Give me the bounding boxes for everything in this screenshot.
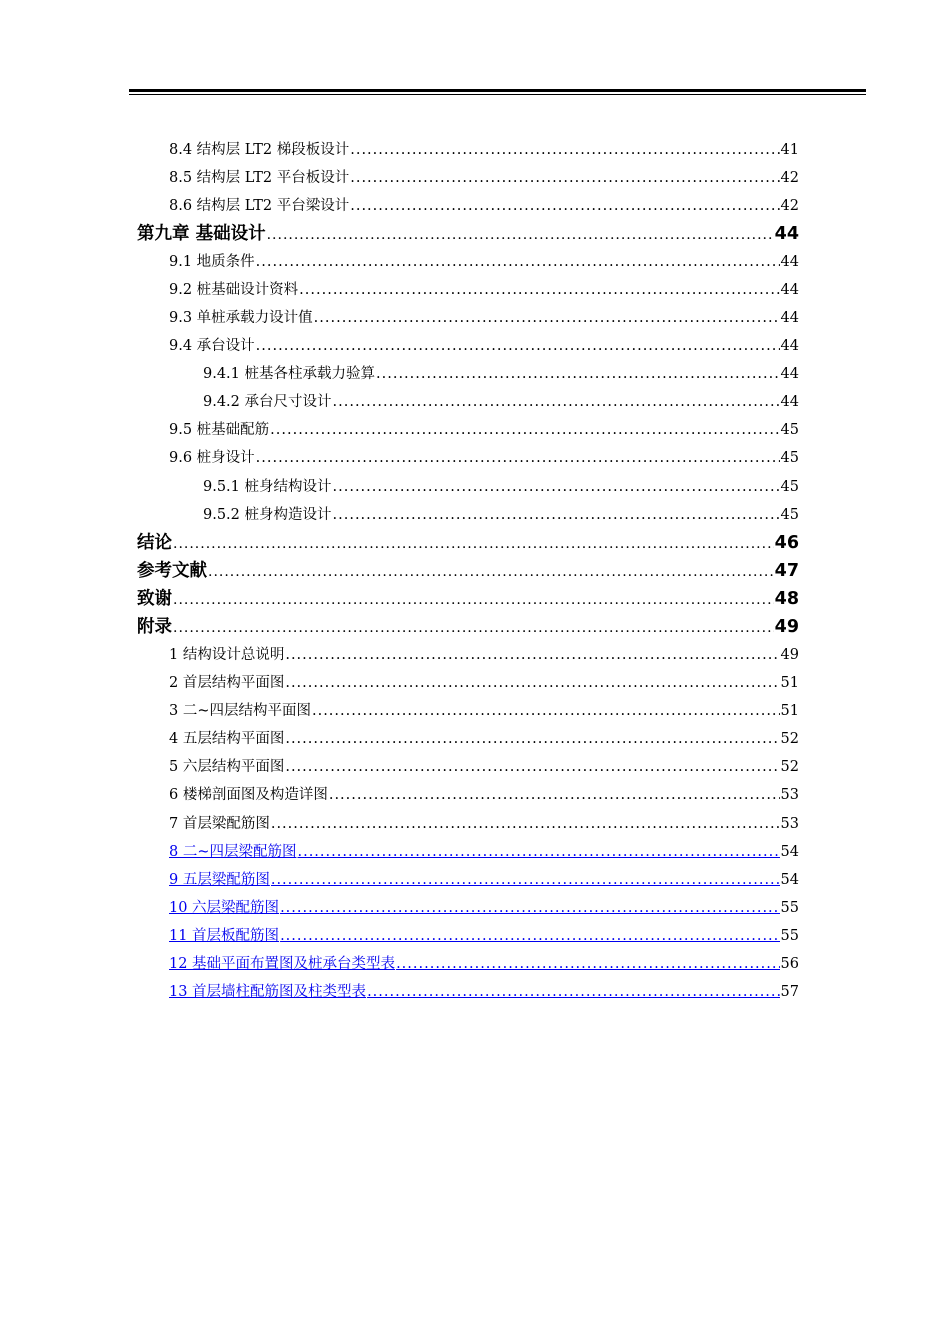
- toc-entry-title: 9.5.1 桩身结构设计: [203, 479, 332, 495]
- toc-leader: [285, 759, 779, 775]
- toc-entry[interactable]: [169, 334, 799, 356]
- toc-entry[interactable]: [169, 250, 799, 272]
- toc-entry-title: 9.4.1 桩基各柱承载力验算: [203, 366, 376, 382]
- toc-entry-title: 4 五层结构平面图: [169, 731, 285, 747]
- toc-entry-title: 8.6 结构层 LT2 平台梁设计: [169, 198, 350, 214]
- toc-entry[interactable]: [169, 727, 799, 749]
- toc-entry[interactable]: [169, 446, 799, 468]
- toc-leader: [256, 338, 780, 354]
- toc-entry-page: 44: [780, 394, 799, 410]
- toc-entry-page: 51: [780, 675, 799, 691]
- toc-entry-page: 57: [780, 984, 799, 1000]
- toc-leader: [280, 900, 779, 916]
- toc-leader: [314, 310, 780, 326]
- toc-leader: [173, 592, 774, 608]
- toc-entry-page: 44: [780, 338, 799, 354]
- toc-link-entry[interactable]: [169, 840, 799, 862]
- toc-leader: [312, 703, 780, 719]
- toc-entry-page: 44: [780, 310, 799, 326]
- toc-entry[interactable]: [169, 671, 799, 693]
- toc-entry-page: 55: [780, 900, 799, 916]
- toc-leader: [333, 479, 780, 495]
- toc-entry[interactable]: [169, 166, 799, 188]
- toc-entry-page: 54: [780, 872, 799, 888]
- toc-link-entry[interactable]: [169, 980, 799, 1002]
- toc-entry-page: 44: [780, 282, 799, 298]
- toc-entry-page: 55: [780, 928, 799, 944]
- toc-entry-title: 附录: [137, 617, 172, 637]
- toc-entry-page: 44: [774, 224, 799, 244]
- toc-entry-title: 1 结构设计总说明: [169, 647, 285, 663]
- toc-entry-page: 54: [780, 844, 799, 860]
- toc-leader: [299, 282, 779, 298]
- toc-entry-link[interactable]: 11 首层板配筋图: [169, 928, 280, 944]
- toc-entry-page: 53: [780, 787, 799, 803]
- toc-entry-page: 42: [780, 170, 799, 186]
- toc-leader: [350, 142, 779, 158]
- toc-entry-title: 9.2 桩基础设计资料: [169, 282, 299, 298]
- toc-entry-title: 8.4 结构层 LT2 梯段板设计: [169, 142, 350, 158]
- toc-entry[interactable]: [169, 138, 799, 160]
- toc-entry[interactable]: [169, 699, 799, 721]
- toc-entry-page: 48: [774, 589, 799, 609]
- toc-leader: [173, 536, 774, 552]
- toc-entry-title: 9.5.2 桩身构造设计: [203, 507, 332, 523]
- toc-chapter-entry[interactable]: [137, 220, 799, 246]
- toc-link-entry[interactable]: [169, 924, 799, 946]
- toc-leader: [329, 787, 780, 803]
- toc-entry-title: 9.3 单桩承载力设计值: [169, 310, 313, 326]
- toc-entry-link[interactable]: 10 六层梁配筋图: [169, 900, 280, 916]
- toc-entry-title: 6 楼梯剖面图及构造详图: [169, 787, 328, 803]
- toc-entry[interactable]: [169, 306, 799, 328]
- toc-leader: [256, 450, 780, 466]
- toc-entry-page: 52: [780, 759, 799, 775]
- toc-leader: [285, 731, 779, 747]
- toc-entry[interactable]: [169, 755, 799, 777]
- toc-entry-page: 45: [780, 479, 799, 495]
- toc-entry[interactable]: [169, 812, 799, 834]
- toc-chapter-entry[interactable]: [137, 557, 799, 583]
- toc-entry-link[interactable]: 13 首层墙柱配筋图及柱类型表: [169, 984, 367, 1000]
- toc-entry-title: 8.5 结构层 LT2 平台板设计: [169, 170, 350, 186]
- toc-leader: [271, 816, 780, 832]
- toc-entry-link[interactable]: 9 五层梁配筋图: [169, 872, 270, 888]
- toc-entry-link[interactable]: 8 二~四层梁配筋图: [169, 844, 297, 860]
- toc-link-entry[interactable]: [169, 896, 799, 918]
- toc-leader: [297, 844, 779, 860]
- toc-entry[interactable]: [169, 194, 799, 216]
- toc-entry-title: 结论: [137, 533, 172, 553]
- toc-entry[interactable]: [169, 643, 799, 665]
- toc-chapter-entry[interactable]: [137, 585, 799, 611]
- toc-leader: [208, 564, 774, 580]
- toc-entry-title: 9.6 桩身设计: [169, 450, 255, 466]
- toc-entry-page: 56: [780, 956, 799, 972]
- toc-entry-page: 42: [780, 198, 799, 214]
- toc-leader: [350, 198, 779, 214]
- toc-leader: [271, 872, 780, 888]
- toc-leader: [267, 227, 774, 243]
- toc-leader: [350, 170, 779, 186]
- toc-entry-title: 9.4 承台设计: [169, 338, 255, 354]
- toc-entry[interactable]: [169, 783, 799, 805]
- toc-subentry[interactable]: [203, 475, 799, 497]
- toc-chapter-entry[interactable]: [137, 613, 799, 639]
- toc-entry-page: 52: [780, 731, 799, 747]
- toc-chapter-entry[interactable]: [137, 529, 799, 555]
- toc-entry-title: 9.1 地质条件: [169, 254, 255, 270]
- toc-entry-title: 致谢: [137, 589, 172, 609]
- toc-entry-page: 44: [780, 254, 799, 270]
- toc-entry-page: 49: [774, 617, 799, 637]
- toc-entry-page: 53: [780, 816, 799, 832]
- toc-subentry[interactable]: [203, 503, 799, 525]
- toc-entry-page: 51: [780, 703, 799, 719]
- toc-entry-link[interactable]: 12 基础平面布置图及桩承台类型表: [169, 956, 396, 972]
- toc-entry-page: 41: [780, 142, 799, 158]
- toc-entry-page: 47: [774, 561, 799, 581]
- toc-entry-title: 2 首层结构平面图: [169, 675, 285, 691]
- toc-entry[interactable]: [169, 418, 799, 440]
- toc-entry-title: 7 首层梁配筋图: [169, 816, 270, 832]
- toc-entry-page: 46: [774, 533, 799, 553]
- toc-entry-title: 参考文献: [137, 561, 207, 581]
- toc-entry-title: 9.5 桩基础配筋: [169, 422, 270, 438]
- toc-leader: [367, 984, 779, 1000]
- toc-link-entry[interactable]: [169, 868, 799, 890]
- toc-leader: [173, 620, 774, 636]
- toc-entry-title: 5 六层结构平面图: [169, 759, 285, 775]
- toc-leader: [270, 422, 779, 438]
- toc-entry-title: 第九章 基础设计: [137, 224, 266, 244]
- toc-entry-page: 45: [780, 450, 799, 466]
- toc-entry-page: 45: [780, 422, 799, 438]
- toc-entry-page: 44: [780, 366, 799, 382]
- toc-leader: [333, 394, 780, 410]
- toc-leader: [256, 254, 780, 270]
- toc-leader: [285, 647, 779, 663]
- toc-leader: [280, 928, 779, 944]
- toc-link-entry[interactable]: [169, 952, 799, 974]
- toc-leader: [396, 956, 779, 972]
- toc-entry-page: 45: [780, 507, 799, 523]
- toc-entry-page: 49: [780, 647, 799, 663]
- toc-leader: [333, 507, 780, 523]
- toc-subentry[interactable]: [203, 390, 799, 412]
- toc-entry-title: 3 二~四层结构平面图: [169, 703, 311, 719]
- toc-subentry[interactable]: [203, 362, 799, 384]
- toc-leader: [376, 366, 780, 382]
- toc-entry[interactable]: [169, 278, 799, 300]
- toc-entry-title: 9.4.2 承台尺寸设计: [203, 394, 332, 410]
- toc-leader: [285, 675, 779, 691]
